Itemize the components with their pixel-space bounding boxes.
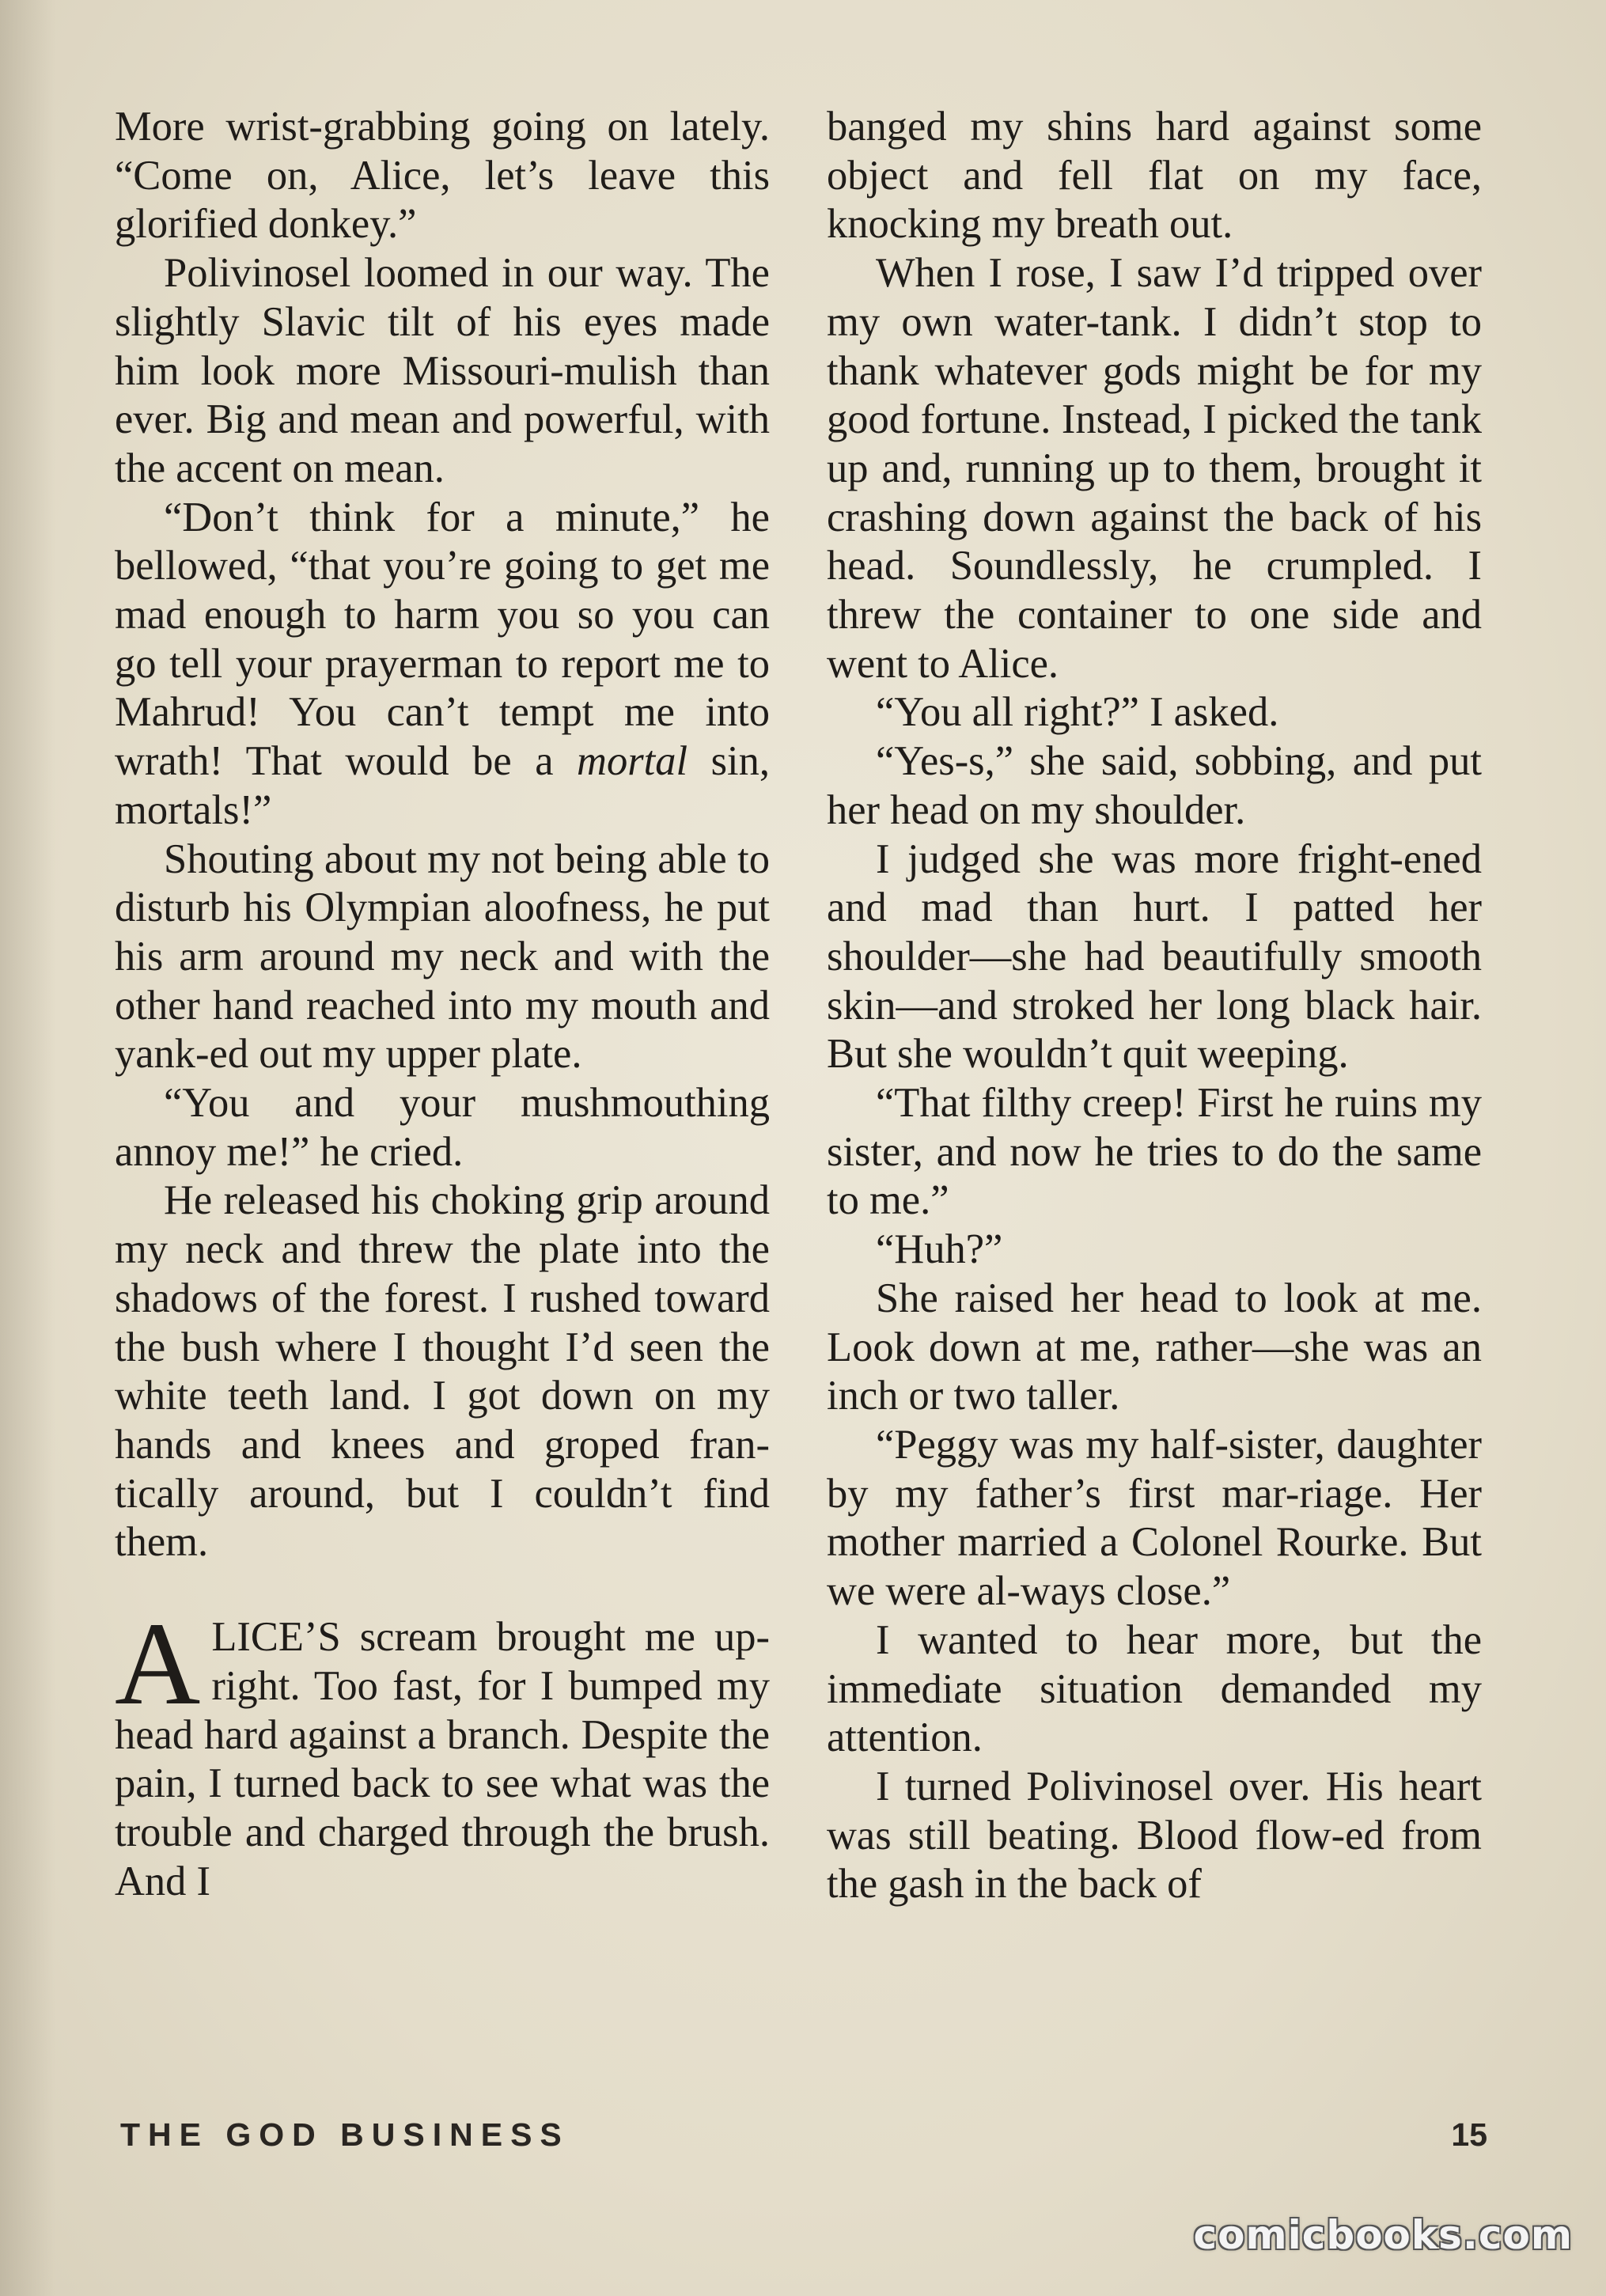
- right-text-column: [827, 103, 1482, 1909]
- paragraph: Shouting about my not being able to disturb his Olympian aloofness, he put his arm around my neck and with the other hand reached into my mouth and yank-ed out my upper plate.: [115, 835, 770, 1078]
- paragraph: “Huh?”: [876, 1226, 1003, 1273]
- paragraph: “That filthy creep! First he ruins my sister, and now he tries to do the same to me.”: [827, 1080, 1482, 1224]
- running-footer-title: THE GOD BUSINESS: [120, 2116, 570, 2153]
- paragraph: “You and your mushmouthing annoy me!” he cried.: [115, 1080, 770, 1175]
- drop-cap: A: [115, 1598, 201, 1730]
- italic-word: mortal: [577, 738, 688, 785]
- paragraph: “Yes-s,” she said, sobbing, and put her head on my shoulder.: [827, 738, 1482, 833]
- section-opening-paragraph: [115, 1598, 770, 1906]
- paragraph: When I rose, I saw I’d tripped over my own water-tank. I didn’t stop to thank whatever gods might be for my good fortune. Instead, I picked the tank up and, running up to them, brought it crashing down against the back of his head. Soundlessly, he crumpled. I threw the container to one side and went to Alice.: [827, 250, 1482, 687]
- paragraph: He released his choking grip around my neck and threw the plate into the shadows of the forest. I rushed toward the bush where I thought I’d seen the white teeth land. I got down on my hands and knees and groped fran-tically around, but I couldn’t find them.: [115, 1177, 770, 1566]
- paragraph: “You all right?” I asked.: [876, 689, 1279, 736]
- paragraph: [115, 494, 770, 835]
- paragraph: I turned Polivinosel over. His heart was still beating. Blood flow-ed from the gash in the back of: [827, 1763, 1482, 1908]
- paragraph: She raised her head to look at me. Look down at me, rather—she was an inch or two taller.: [827, 1275, 1482, 1419]
- paragraph-text: “Don’t think for a minute,” he bellowed, “that you’re going to get me mad enough to harm you so you can go tell your prayerman to report me to Mahrud! You can’t tempt me into wrath! That would be a: [115, 494, 770, 785]
- paragraph-text: LICE’S scream brought me up-right. Too fast, for I bumped my head hard against a branch. Despite the pain, I turned back to see what was the trouble and charged through the brush. And I: [115, 1614, 770, 1904]
- paragraph: More wrist-grabbing going on lately. “Come on, Alice, let’s leave this glorified donkey.”: [115, 104, 770, 248]
- page-gutter-shadow: [0, 0, 55, 2296]
- page-number: 15: [1451, 2116, 1487, 2153]
- paragraph-text: sin, mortals!”: [115, 738, 770, 833]
- paragraph: I judged she was more fright-ened and mad than hurt. I patted her shoulder—she had beautifully smooth skin—and stroked her long black hair. But she wouldn’t quit weeping.: [827, 835, 1482, 1078]
- site-watermark: comicbooks.com: [1193, 2212, 1573, 2258]
- paragraph: I wanted to hear more, but the immediate situation demanded my attention.: [827, 1616, 1482, 1761]
- left-text-column: [115, 103, 770, 1906]
- paragraph: banged my shins hard against some object and fell flat on my face, knocking my breath out.: [827, 104, 1482, 248]
- paragraph: Polivinosel loomed in our way. The slightly Slavic tilt of his eyes made him look more Missouri-mulish than ever. Big and mean and powerful, with the accent on mean.: [115, 250, 770, 491]
- paragraph: “Peggy was my half-sister, daughter by my father’s first mar-riage. Her mother married a Colonel Rourke. But we were al-ways close.”: [827, 1421, 1482, 1615]
